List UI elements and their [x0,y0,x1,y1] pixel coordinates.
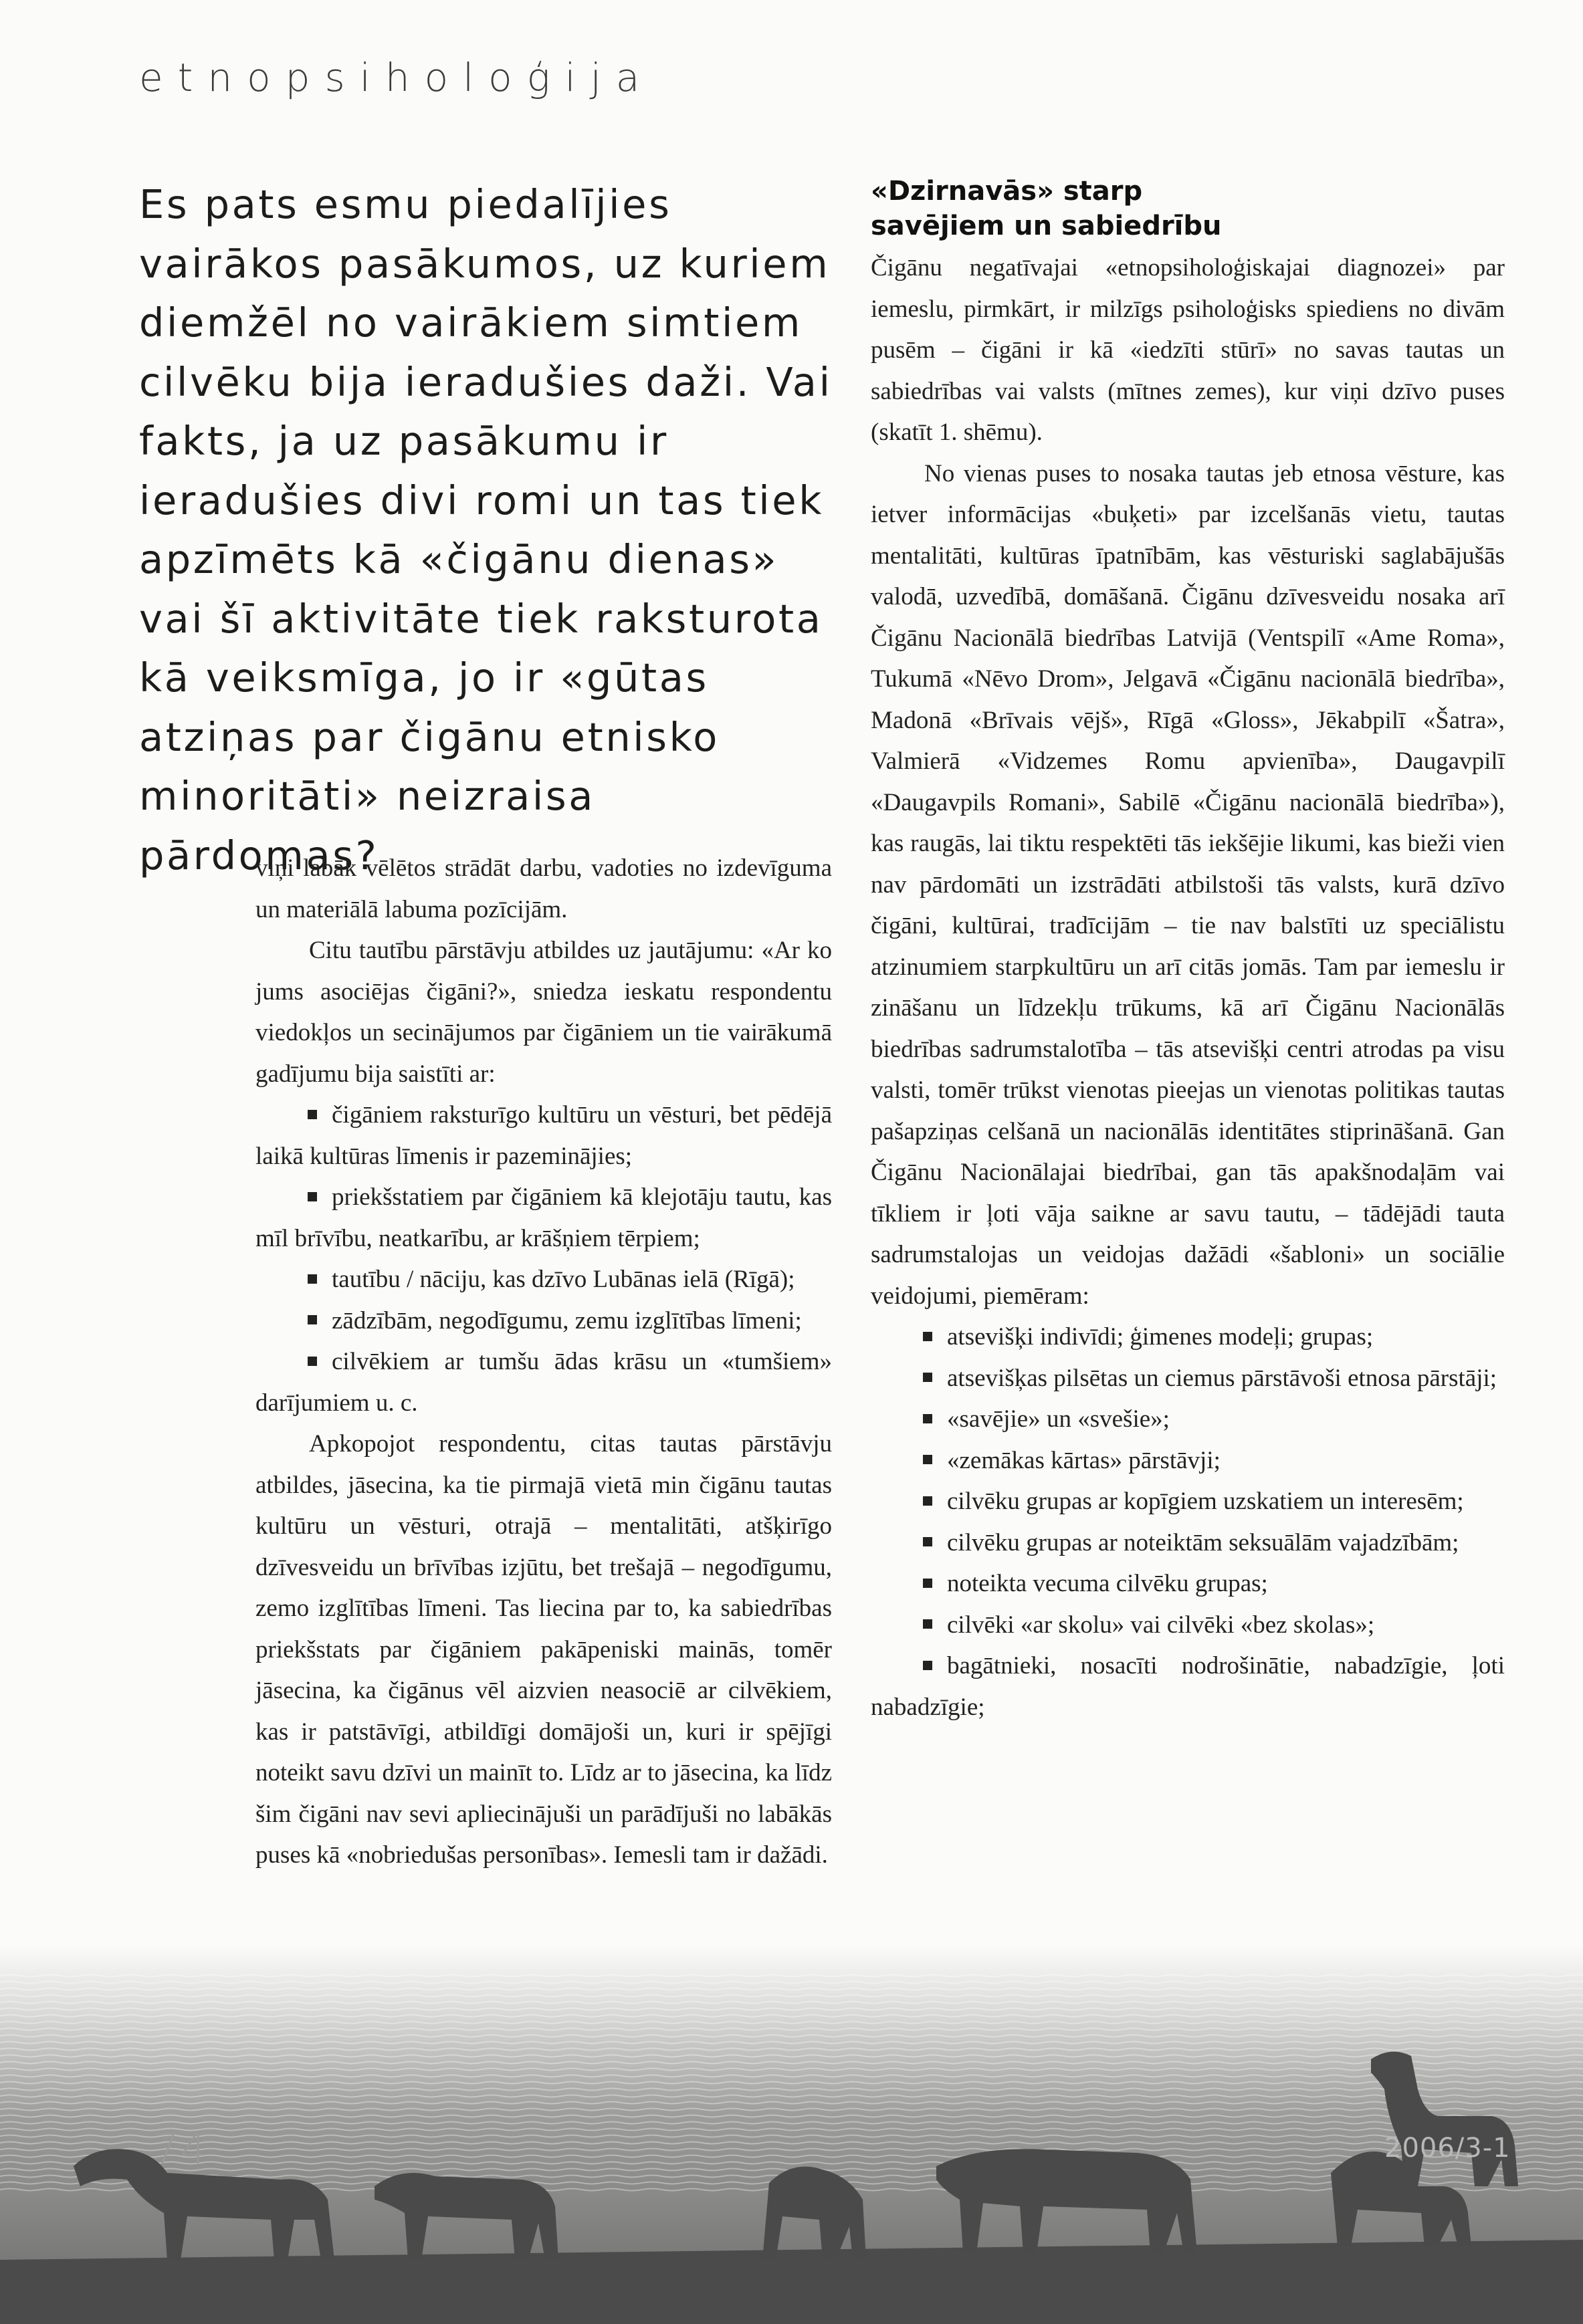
list-item-text: noteikta vecuma cilvēku grupas; [947,1570,1268,1597]
square-bullet-icon [923,1579,932,1588]
square-bullet-icon [923,1455,932,1464]
list-item [871,1316,1505,1358]
page-number: 74 [152,2125,208,2174]
square-bullet-icon [308,1274,317,1284]
square-bullet-icon [923,1496,932,1506]
list-item-text: atsevišķi indivīdi; ģimenes modeļi; grupas; [947,1323,1374,1351]
square-bullet-icon [923,1414,932,1423]
list-item [871,1563,1505,1605]
square-bullet-icon [308,1110,317,1119]
section-header: etnopsiholoģija [139,55,655,100]
list-item [871,1645,1505,1728]
square-bullet-icon [308,1315,317,1324]
right-bullet-list [871,1316,1505,1728]
issue-label: 2006/3-1 [1384,2133,1511,2164]
list-item-text: cilvēkiem ar tumšu ādas krāsu un «tumšiem» darījumiem u. c. [255,1348,832,1417]
right-paragraph-1: Čigānu negatīvajai «etnopsiholoģiskajai diagnozei» par iemeslu, pirmkārt, ir milzīgs psiholoģisks spiediens no divām pusēm – čigāni ir kā «iedzīti stūrī» no savas tautas un sabiedrības vai valsts (mītnes zemes), kur viņi dzīvo puses (skatīt 1. shēmu). [871,254,1505,446]
square-bullet-icon [923,1373,932,1382]
list-item-text: bagātnieki, nosacīti nodrošinātie, nabadzīgie, ļoti nabadzīgie; [871,1652,1505,1721]
pull-quote: Es pats esmu piedalījies vairākos pasākumos, uz kuriem diemžēl no vairākiem simtiem cilvēku bija ieradušies daži. Vai fakts, ja uz pasākumu ir ieradušies divi romi un tas tiek apzīmēts kā «čigānu dienas» vai šī aktivitāte tiek raksturota kā veiksmīga, jo ir «gūtas atziņas par čigānu etnisko minoritāti» neizraisa pārdomas? [139,181,833,879]
list-item [871,1399,1505,1440]
list-item-text: atsevišķas pilsētas un ciemus pārstāvoši etnosa pārstāji; [947,1364,1497,1392]
list-item-text: cilvēku grupas ar kopīgiem uzskatiem un interesēm; [947,1488,1464,1515]
list-item-text: čigāniem raksturīgo kultūru un vēsturi, bet pēdējā laikā kultūras līmenis ir pazeminājies; [255,1101,832,1170]
left-paragraph-1: viņi labāk vēlētos strādāt darbu, vadoties no izdevīguma un materiālā labuma pozīcijām. [255,854,832,923]
horses-silhouette-photo [0,1946,1583,2324]
square-bullet-icon [308,1192,317,1201]
section-subheading [871,174,1505,243]
list-item-text: tautību / nāciju, kas dzīvo Lubānas ielā (Rīgā); [332,1266,795,1293]
square-bullet-icon [923,1661,932,1670]
subheading-line-2: savējiem un sabiedrību [871,211,1222,241]
list-item [871,1605,1505,1646]
list-item-text: «zemākas kārtas» pārstāvji; [947,1446,1221,1474]
square-bullet-icon [308,1357,317,1366]
list-item-text: cilvēki «ar skolu» vai cilvēki «bez skolas»; [947,1611,1375,1639]
left-bullet-list [255,1094,832,1423]
list-item [255,1300,832,1342]
square-bullet-icon [923,1619,932,1629]
list-item [871,1440,1505,1482]
list-item [871,1481,1505,1522]
list-item-text: cilvēku grupas ar noteiktām seksuālām vajadzībām; [947,1528,1459,1556]
left-paragraph-3: Apkopojot respondentu, citas tautas pārstāvju atbildes, jāsecina, ka tie pirmajā vietā min čigānu tautas kultūru un vēsturi, otrajā – mentalitāti, atšķirīgo dzīvesveidu un brīvības izjūtu, bet trešajā – negodīgumu, zemo izglītības līmeni. Tas liecina par to, ka sabiedrības priekšstats par čigāniem pakāpeniski mainās, tomēr jāsecina, ka čigānus vēl aizvien neasociē ar cilvēkiem, kas ir patstāvīgi, atbildīgi domājoši un, kuri ir spējīgi noteikt savu dzīvi un mainīt to. Līdz ar to jāsecina, ka līdz šim čigāni nav sevi apliecinājuši un parādījuši no labākās puses kā «nobriedušas personības». Iemesli tam ir dažādi. [255,1430,832,1869]
right-column [871,174,1505,1728]
list-item [255,1094,832,1177]
right-paragraph-2: No vienas puses to nosaka tautas jeb etnosa vēsture, kas ietver informācijas «buķeti» par izcelšanās vietu, tautas mentalitāti, kultūras īpatnībām, kas vēsturiski saglabājušās valodā, uzvedībā, domāšanā. Čigānu dzīvesveidu nosaka arī Čigānu Nacionālā biedrības Latvijā (Ventspilī «Ame Roma», Tukumā «Nēvo Drom», Jelgavā «Čigānu nacionālā biedrība», Madonā «Brīvais vējš», Rīgā «Gloss», Jēkabpilī «Šatra», Valmierā «Vidzemes Romu apvienība», Daugavpilī «Daugavpils Romani», Sabilē «Čigānu nacionālā biedrība»), kas raugās, lai tiktu respektēti tās iekšējie likumi, kas bieži vien nav pārdomāti un izstrādāti atbilstoši tās valsts, kurā dzīvo čigāni, kultūrai, tradīcijām – tie nav balstīti uz speciālistu atzinumiem starpkultūru un arī citās jomās. Tam par iemeslu ir zināšanu un līdzekļu trūkums, kā arī Čigānu Nacionālās biedrības sadrumstalotība – tās atsevišķi centri atrodas pa visu valsti, tomēr trūkst vienotas pieejas un vienotas politikas tautas pašapziņas celšanā un nacionālās identitātes stiprināšanā. Gan Čigānu Nacionālajai biedrībai, gan tās apakšnodaļām vai tīkliem ir ļoti vāja saikne ar savu tautu, – tādējādi tauta sadrumstalojas un veidojas dažādi «šabloni» un sociālie veidojumi, piemēram: [871,459,1505,1310]
list-item-text: priekšstatiem par čigāniem kā klejotāju tautu, kas mīl brīvību, neatkarību, ar krāšņiem tērpiem; [255,1183,832,1252]
list-item-text: zādzībām, negodīgumu, zemu izglītības līmeni; [332,1306,802,1334]
list-item [871,1522,1505,1564]
subheading-line-1: «Dzirnavās» starp [871,176,1143,207]
square-bullet-icon [923,1537,932,1546]
list-item [255,1177,832,1259]
list-item-text: «savējie» un «svešie»; [947,1405,1170,1433]
list-item [255,1341,832,1423]
list-item [871,1358,1505,1399]
left-paragraph-2: Citu tautību pārstāvju atbildes uz jautājumu: «Ar ko jums asociējas čigāni?», sniedza ieskatu respondentu viedokļos un secinājumos par čigāniem un tie vairākumā gadījumu bija saistīti ar: [255,937,832,1088]
left-column [255,848,832,1876]
list-item [255,1259,832,1300]
square-bullet-icon [923,1332,932,1341]
